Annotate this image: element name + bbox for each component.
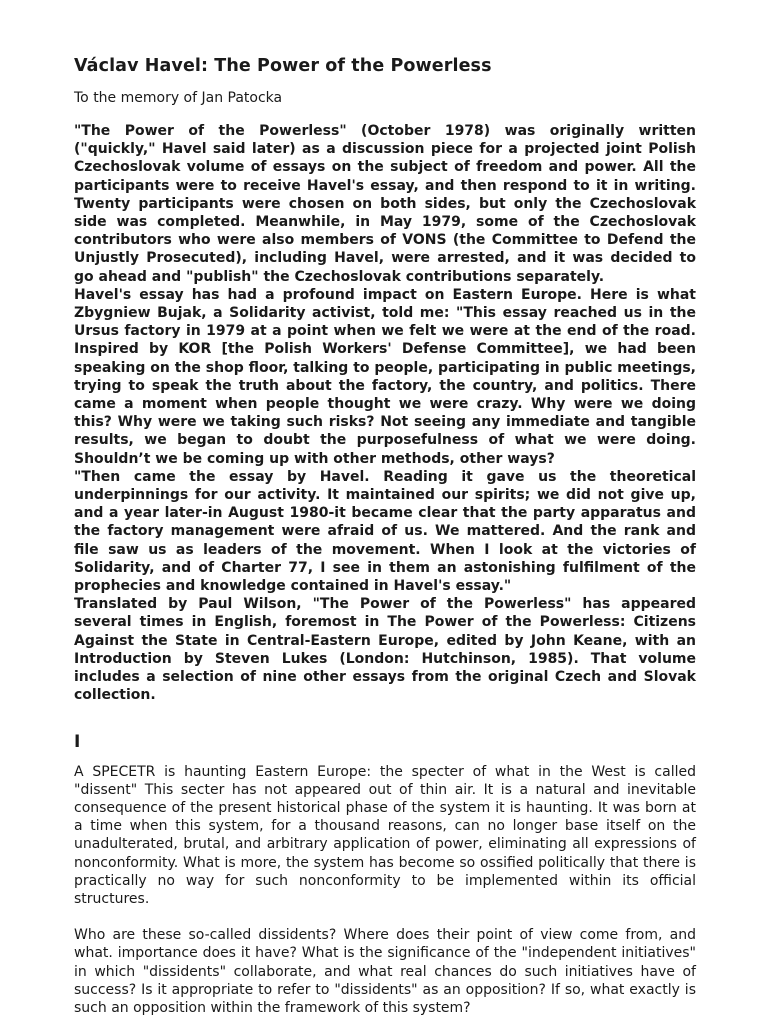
section-body (74, 763, 696, 1018)
intro-paragraph: Translated by Paul Wilson, "The Power of the Powerless" has appeared several times in English, foremost in The Power of the Powerless: Citizens Against the State in Central-Eastern Europe, edited by John Keane, with an Introduction by Steven Lukes (London: Hutchinson, 1985). That volume includes a selection of nine other essays from the original Czech and Slovak collection. (74, 596, 696, 704)
document-content (74, 55, 696, 1024)
document-title: Václav Havel: The Power of the Powerless (74, 56, 492, 76)
section-heading: I (74, 731, 81, 752)
intro-paragraph: "Then came the essay by Havel. Reading it gave us the theoretical underpinnings for our activity. It maintained our spirits; we did not give up, and a year later-in August 1980-it became clear that the party apparatus and the factory management were afraid of us. We mattered. And the rank and file saw us as leaders of the movement. When I look at the victories of Solidarity, and of Charter 77, I see in them an astonishing fulfilment of the prophecies and knowledge contained in Havel's essay." (74, 468, 696, 595)
intro-paragraph: Havel's essay has had a profound impact on Eastern Europe. Here is what Zbygniew Bujak, a Solidarity activist, told me: "This essay reached us in the Ursus factory in 1979 at a point when we felt we were at the end of the road. Inspired by KOR [the Polish Workers' Defense Committee], we had been speaking on the shop floor, talking to people, participating in public meetings, trying to speak the truth about the factory, the country, and politics. There came a moment when people thought we were crazy. Why were we doing this? Why were we taking such risks? Not seeing any immediate and tangible results, we began to doubt the purposefulness of what we were doing. Shouldn’t we be coming up with other methods, other ways? (74, 286, 696, 467)
dedication: To the memory of Jan Patocka (74, 90, 283, 106)
intro-paragraph: "The Power of the Powerless" (October 1978) was originally written ("quickly," Havel said later) as a discussion piece for a projected joint Polish Czechoslovak volume of essays on the subject of freedom and power. All the participants were to receive Havel's essay, and then respond to it in writing. Twenty participants were chosen on both sides, but only the Czechoslovak side was completed. Meanwhile, in May 1979, some of the Czechoslovak contributors who were also members of VONS (the Committee to Defend the Unjustly Prosecuted), including Havel, were arrested, and it was decided to go ahead and "publish" the Czechoslovak contributions separately. (74, 123, 696, 285)
body-paragraph: A SPECETR is haunting Eastern Europe: the specter of what in the West is called "dissent" This secter has not appeared out of thin air. It is a natural and inevitable consequence of the present historical phase of the system it is haunting. It was born at a time when this system, for a thousand reasons, can no longer base itself on the unadulterated, brutal, and arbitrary application of power, eliminating all expressions of nonconformity. What is more, the system has become so ossified politically that there is practically no way for such nonconformity to be implemented within its official structures. (74, 763, 696, 907)
introduction (74, 122, 696, 705)
body-paragraph: Who are these so-called dissidents? Where does their point of view come from, and what. importance does it have? What is the significance of the "independent initiatives" in which "dissidents" collaborate, and what real chances do such initiatives have of success? Is it appropriate to refer to "dissidents" as an opposition? If so, what exactly is such an opposition within the framework of this system? (74, 927, 696, 1016)
